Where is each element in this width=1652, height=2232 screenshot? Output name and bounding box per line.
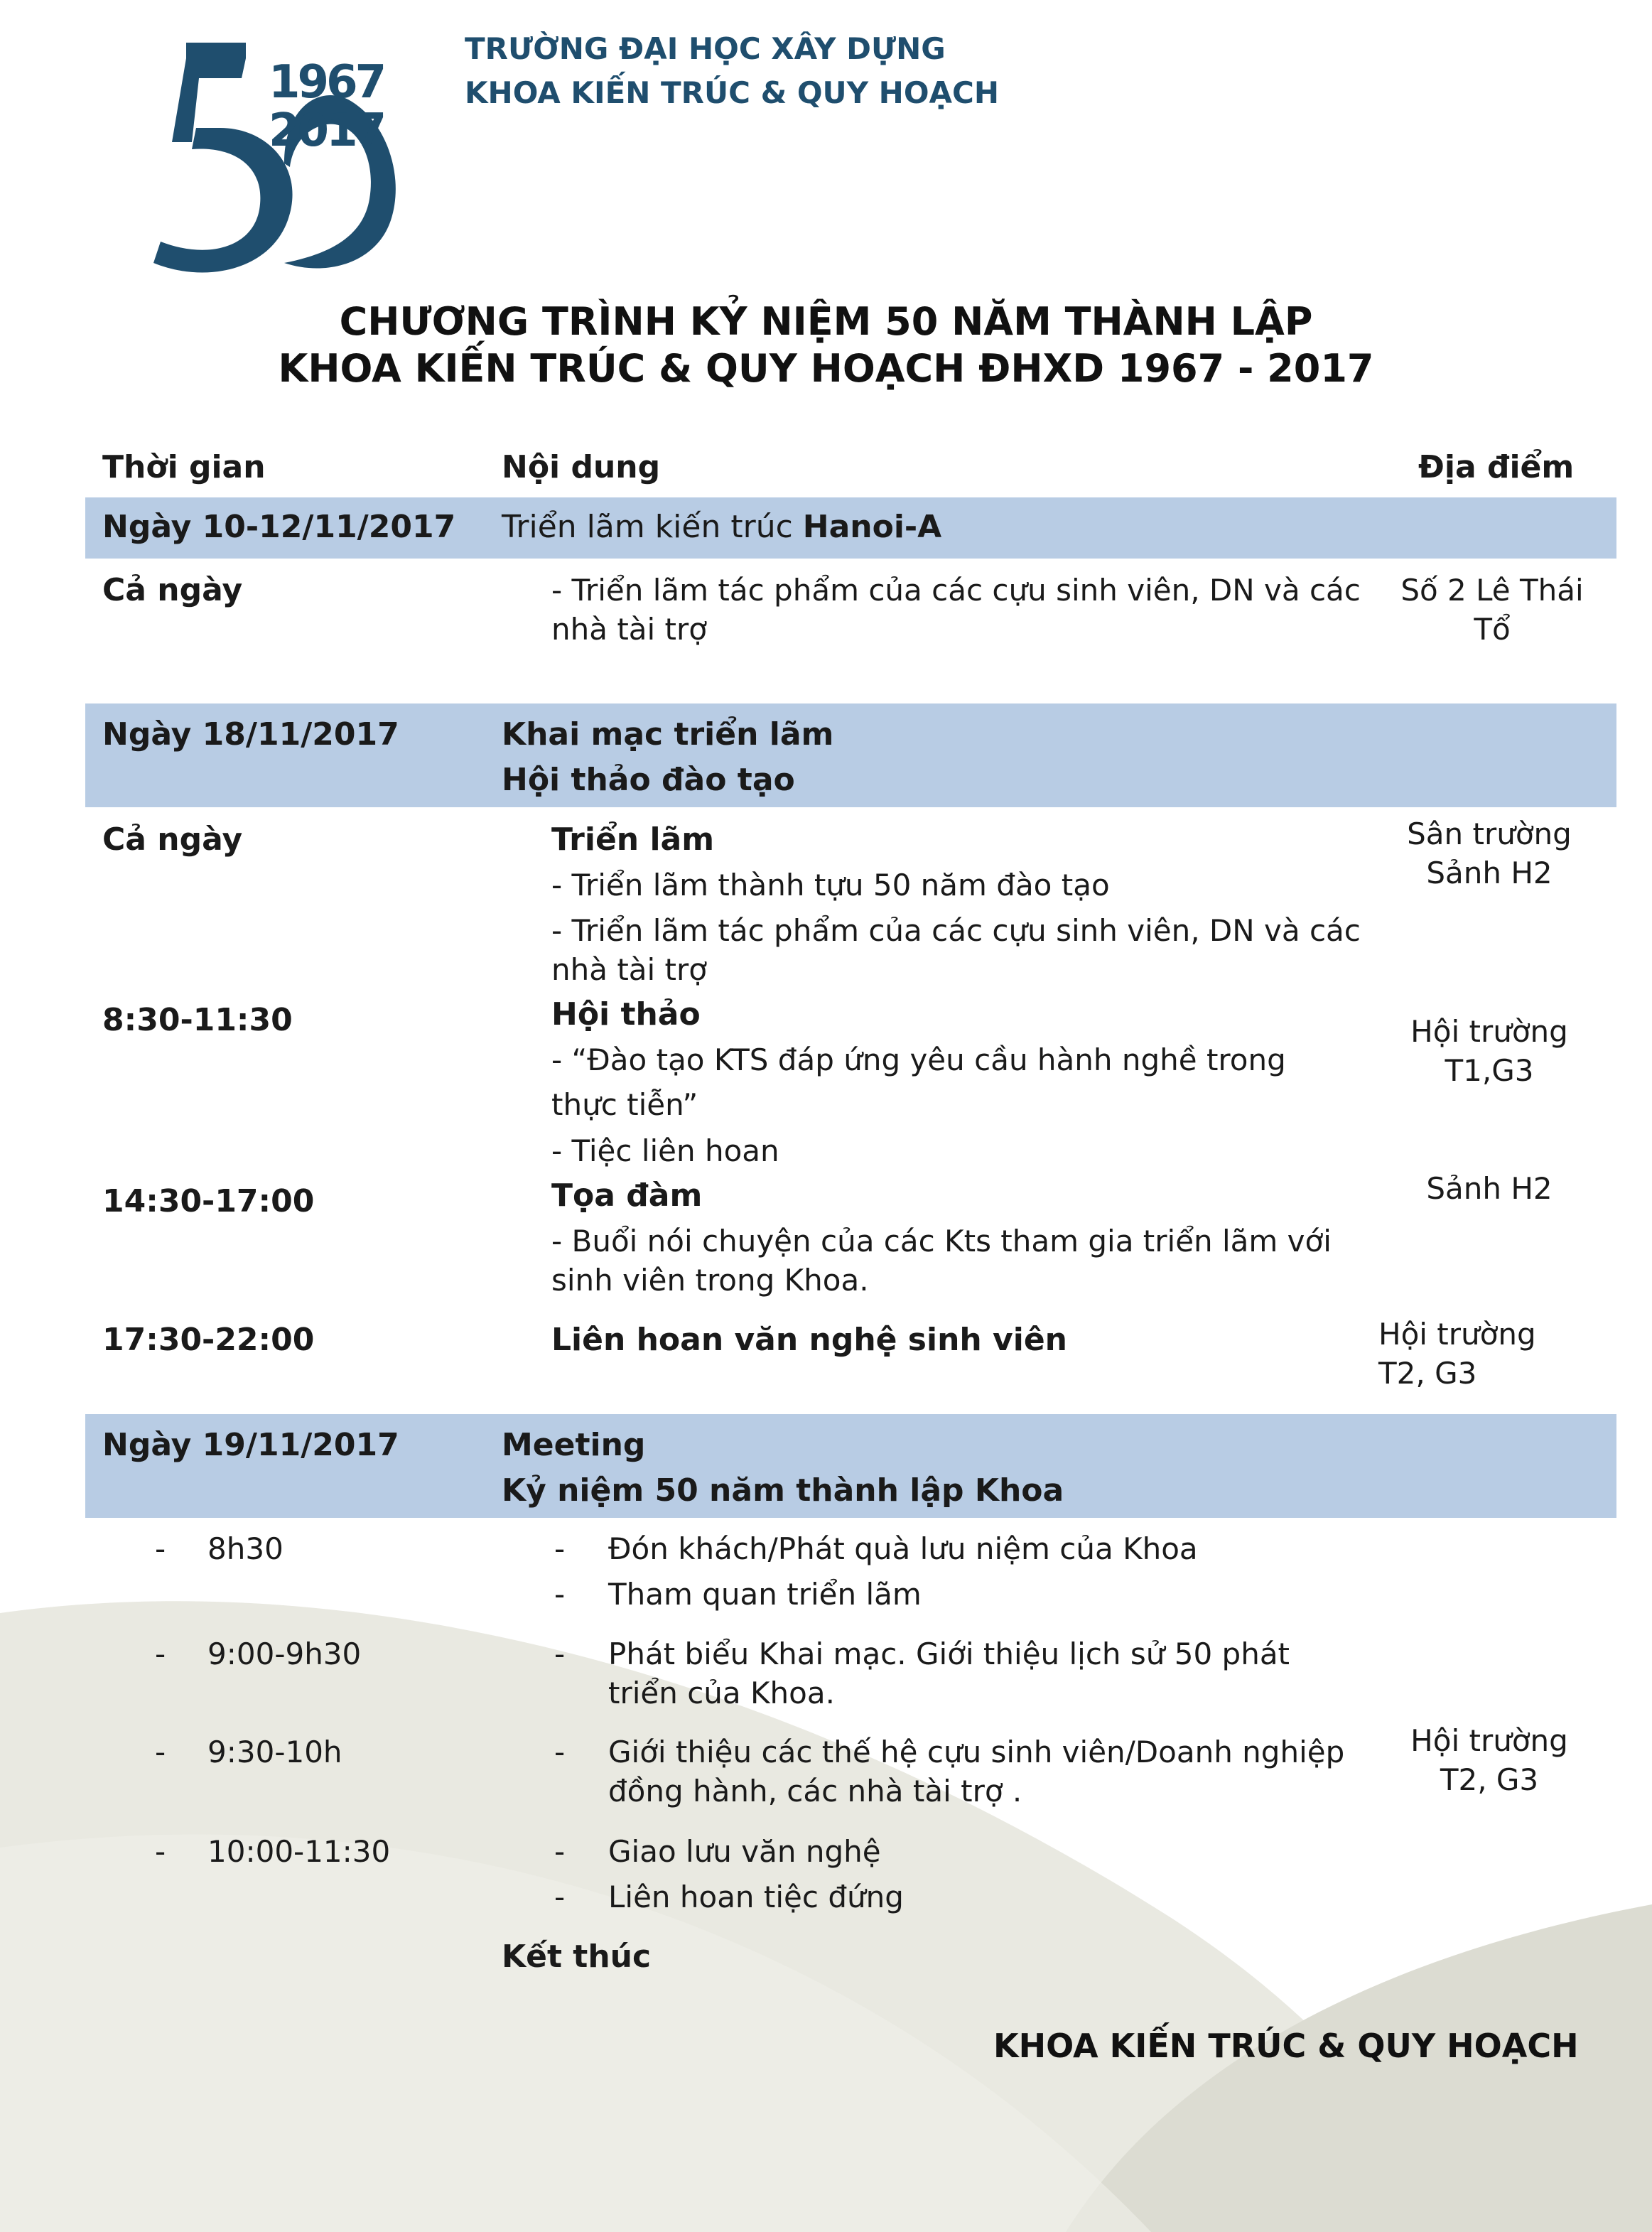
day2-slot1-line-2: - Triển lãm tác phẩm của các cựu sinh viên, DN và các bbox=[551, 913, 1361, 948]
day2-slot3-line-2: sinh viên trong Khoa. bbox=[551, 1263, 869, 1298]
day2-slot1-time: Cả ngày bbox=[102, 821, 243, 858]
day2-slot3-heading: Tọa đàm bbox=[551, 1177, 703, 1214]
day1-title bbox=[502, 507, 941, 546]
day3-title-2: Kỷ niệm 50 năm thành lập Khoa bbox=[502, 1472, 1064, 1509]
day2-slot2-place-2: T1,G3 bbox=[1445, 1053, 1534, 1088]
bullet-dash: - bbox=[155, 1834, 166, 1869]
day3-item2-line-2: triển của Khoa. bbox=[608, 1676, 835, 1710]
institution-line-1: TRƯỜNG ĐẠI HỌC XÂY DỰNG bbox=[465, 31, 946, 66]
day2-slot3-line-1: - Buổi nói chuyện của các Kts tham gia triển lãm với bbox=[551, 1224, 1332, 1258]
bullet-dash: - bbox=[155, 1531, 166, 1566]
day2-slot2-line-1: - “Đào tạo KTS đáp ứng yêu cầu hành nghề trong bbox=[551, 1042, 1286, 1077]
bullet-dash: - bbox=[155, 1637, 166, 1671]
day2-slot1-line-3: nhà tài trợ bbox=[551, 952, 707, 987]
day1-title-prefix: Triển lãm kiến trúc bbox=[502, 509, 803, 545]
day3-place-2: T2, G3 bbox=[1440, 1762, 1539, 1797]
anniversary-logo bbox=[107, 28, 419, 284]
day2-slot2-line-2: thực tiễn” bbox=[551, 1087, 698, 1122]
day2-date: Ngày 18/11/2017 bbox=[102, 716, 399, 753]
bullet-dash: - bbox=[554, 1735, 566, 1769]
day2-slot2-line-3: - Tiệc liên hoan bbox=[551, 1133, 779, 1168]
day3-item3-time: 9:30-10h bbox=[207, 1735, 342, 1769]
institution-name bbox=[465, 27, 999, 115]
day3-item4-line-1: Giao lưu văn nghệ bbox=[608, 1834, 881, 1869]
day2-slot3-time: 14:30-17:00 bbox=[102, 1183, 315, 1219]
title-line-1: CHƯƠNG TRÌNH KỶ NIỆM 50 NĂM THÀNH LẬP bbox=[339, 299, 1313, 344]
day2-slot1-place-1: Sân trường bbox=[1407, 816, 1572, 851]
day1-content-2: nhà tài trợ bbox=[551, 612, 707, 647]
day2-slot2-time: 8:30-11:30 bbox=[102, 1002, 293, 1038]
bullet-dash: - bbox=[554, 1577, 566, 1612]
day3-item1-line-2: Tham quan triển lãm bbox=[608, 1577, 922, 1612]
day2-slot1-place-2: Sảnh H2 bbox=[1426, 856, 1553, 890]
bullet-dash: - bbox=[554, 1834, 566, 1869]
day2-slot2-heading: Hội thảo bbox=[551, 996, 701, 1033]
day2-slot4-heading: Liên hoan văn nghệ sinh viên bbox=[551, 1322, 1067, 1358]
day1-place-1: Số 2 Lê Thái bbox=[1400, 573, 1584, 608]
day3-item4-line-2: Liên hoan tiệc đứng bbox=[608, 1880, 904, 1914]
day2-slot2-place-1: Hội trường bbox=[1410, 1014, 1568, 1049]
day2-slot1-heading: Triển lãm bbox=[551, 821, 715, 858]
day1-date: Ngày 10-12/11/2017 bbox=[102, 509, 456, 545]
column-header-place: Địa điểm bbox=[1418, 449, 1575, 485]
day3-item1-line-1: Đón khách/Phát quà lưu niệm của Khoa bbox=[608, 1531, 1198, 1566]
logo-year-end: 2017 bbox=[269, 104, 384, 157]
day3-item2-time: 9:00-9h30 bbox=[207, 1637, 362, 1671]
day1-content-1: - Triển lãm tác phẩm của các cựu sinh viên, DN và các bbox=[551, 573, 1361, 608]
institution-line-2: KHOA KIẾN TRÚC & QUY HOẠCH bbox=[465, 75, 1000, 110]
logo-year-start: 1967 bbox=[269, 56, 384, 109]
day2-title-2: Hội thảo đào tạo bbox=[502, 762, 795, 798]
day2-slot4-time: 17:30-22:00 bbox=[102, 1322, 315, 1358]
day3-item2-line-1: Phát biểu Khai mạc. Giới thiệu lịch sử 50 phát bbox=[608, 1637, 1290, 1671]
day3-end: Kết thúc bbox=[502, 1939, 652, 1975]
bullet-dash: - bbox=[155, 1735, 166, 1769]
day2-slot1-line-1: - Triển lãm thành tựu 50 năm đào tạo bbox=[551, 868, 1110, 902]
day2-slot4-place-2: T2, G3 bbox=[1378, 1356, 1477, 1391]
day2-title-1: Khai mạc triển lãm bbox=[502, 716, 834, 753]
bullet-dash: - bbox=[554, 1531, 566, 1566]
bullet-dash: - bbox=[554, 1637, 566, 1671]
bullet-dash: - bbox=[554, 1880, 566, 1914]
day1-place-2: Tổ bbox=[1474, 612, 1511, 647]
day1-time: Cả ngày bbox=[102, 572, 243, 608]
column-header-time: Thời gian bbox=[102, 449, 266, 485]
day3-date: Ngày 19/11/2017 bbox=[102, 1427, 399, 1463]
day3-item3-line-1: Giới thiệu các thế hệ cựu sinh viên/Doanh nghiệp bbox=[608, 1735, 1345, 1769]
footer-signature: KHOA KIẾN TRÚC & QUY HOẠCH bbox=[993, 2027, 1579, 2065]
day1-title-bold: Hanoi-A bbox=[802, 509, 942, 545]
day3-title-1: Meeting bbox=[502, 1427, 646, 1463]
column-header-content: Nội dung bbox=[502, 449, 661, 485]
day3-item4-time: 10:00-11:30 bbox=[207, 1834, 391, 1869]
day2-slot4-place-1: Hội trường bbox=[1378, 1317, 1536, 1352]
title-line-2: KHOA KIẾN TRÚC & QUY HOẠCH ĐHXD 1967 - 2017 bbox=[278, 346, 1374, 391]
day2-slot3-place-1: Sảnh H2 bbox=[1426, 1171, 1553, 1206]
day3-item1-time: 8h30 bbox=[207, 1531, 284, 1566]
day3-item3-line-2: đồng hành, các nhà tài trợ . bbox=[608, 1774, 1022, 1808]
day3-place-1: Hội trường bbox=[1410, 1723, 1568, 1758]
page-title bbox=[0, 298, 1652, 392]
